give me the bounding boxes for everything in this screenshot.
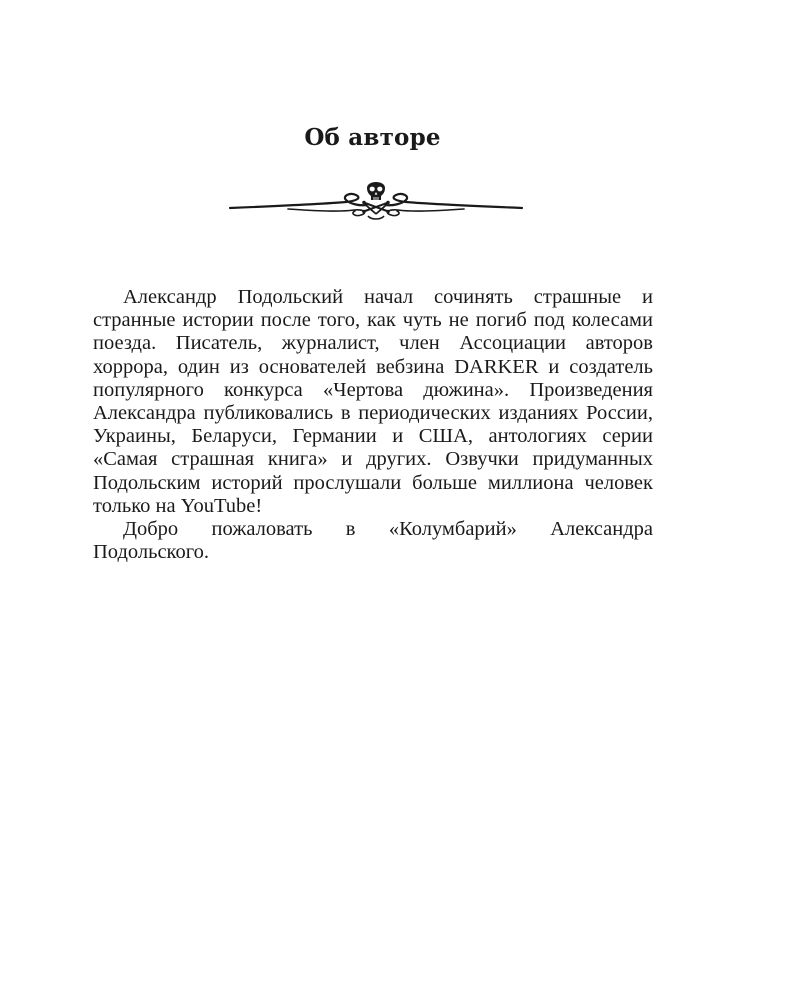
welcome-paragraph: Добро пожаловать в «Колумбарий» Александра Подольского.	[93, 518, 653, 564]
author-bio	[93, 286, 653, 564]
bio-paragraph: Александр Подольский начал сочинять страшные и странные истории после того, как чуть не погиб под колесами поезда. Писатель, журналист, член Ассоциации авторов хоррора, один из основателей вебзина DARKER и создатель популярного конкурса «Чертова дюжина». Произведения Александра публиковались в периодических изданиях России, Украины, Беларуси, Германии и США, антологиях серии «Самая страшная книга» и других. Озвучки придуманных Подольским историй прослушали больше миллиона человек только на YouTube!	[93, 286, 653, 517]
skull-ornament-icon	[228, 176, 524, 222]
page-title: Об авторе	[304, 124, 441, 151]
